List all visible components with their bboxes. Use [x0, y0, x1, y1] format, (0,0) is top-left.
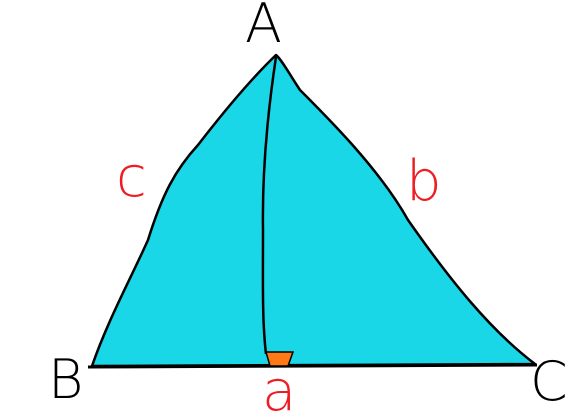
side-label-a: a [262, 359, 297, 415]
vertex-label-a: A [245, 0, 282, 55]
vertex-label-b: B [48, 348, 84, 411]
side-label-c: c [116, 145, 147, 210]
vertex-label-c: C [530, 350, 568, 413]
side-label-b: b [406, 149, 442, 214]
base-line [88, 365, 537, 367]
triangle-shape [92, 55, 535, 366]
